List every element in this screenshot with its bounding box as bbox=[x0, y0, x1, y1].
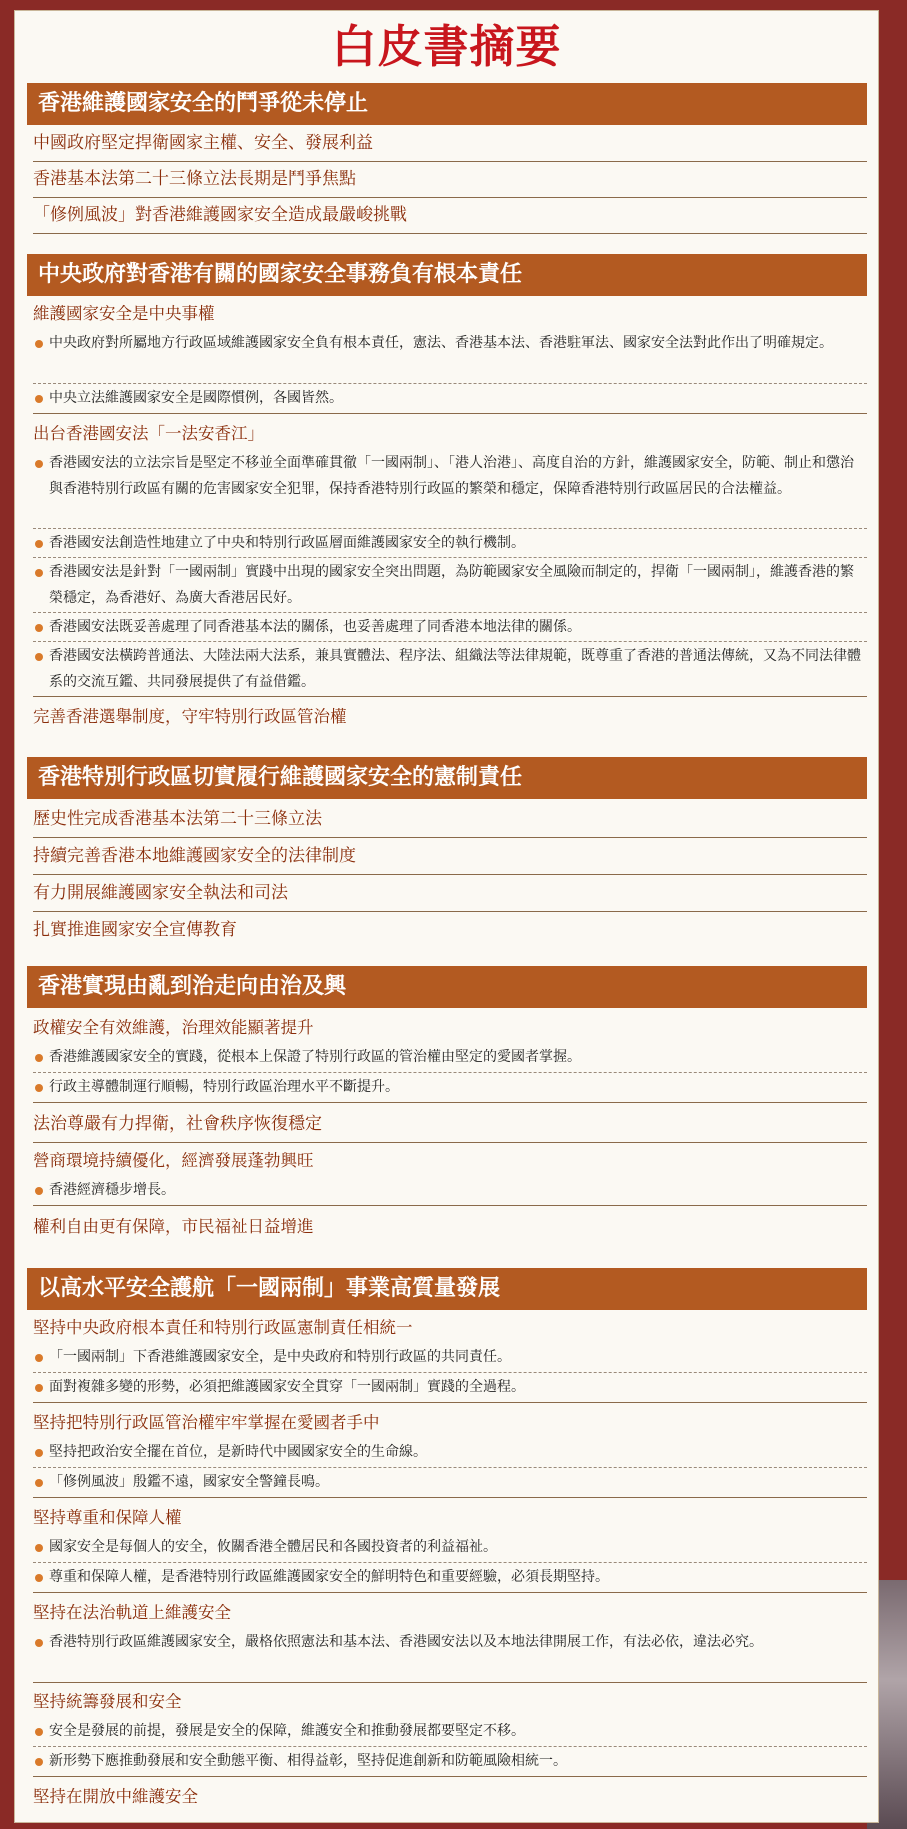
section-3-item-4: 扎實推進國家安全宣傳教育 bbox=[33, 920, 237, 940]
subheading: 出台香港國安法「一法安香江」 bbox=[33, 424, 264, 443]
subheading: 法治尊嚴有力捍衛，社會秩序恢復穩定 bbox=[33, 1106, 867, 1143]
subheading: 營商環境持續優化，經濟發展蓬勃興旺 bbox=[33, 1151, 314, 1170]
bullet-item: 香港國安法橫跨普通法、大陸法兩大法系，兼具實體法、程序法、組織法等法律規範，既尊重了香港的普通法傳統，又為不同法律體系的交流互鑑、共同發展提供了有益借鑑。 bbox=[33, 643, 867, 697]
section-3-item-3: 有力開展維護國家安全執法和司法 bbox=[33, 875, 867, 912]
bullet-item: 中央政府對所屬地方行政區域維護國家安全負有根本責任，憲法、香港基本法、香港駐軍法、國家安全法對此作出了明確規定。 bbox=[33, 330, 867, 384]
bullet-item: 香港國安法創造性地建立了中央和特別行政區層面維護國家安全的執行機制。 bbox=[33, 530, 867, 558]
section-1-item-2: 香港基本法第二十三條立法長期是鬥爭焦點 bbox=[33, 161, 867, 198]
subheading: 堅持尊重和保障人權 bbox=[33, 1508, 182, 1527]
page-title: 白皮書摘要 bbox=[331, 20, 562, 73]
bullet-item: 香港經濟穩步增長。 bbox=[33, 1177, 867, 1206]
bullet-dot-icon bbox=[35, 569, 43, 577]
subheading: 堅持在法治軌道上維護安全 bbox=[33, 1603, 231, 1622]
subheading: 堅持統籌發展和安全 bbox=[33, 1692, 182, 1711]
bullet-dot-icon bbox=[35, 1574, 43, 1582]
bullet-dot-icon bbox=[35, 1728, 43, 1736]
section-title-2: 中央政府對香港有關的國家安全事務負有根本責任 bbox=[27, 254, 867, 296]
bullet-item: 安全是發展的前提，發展是安全的保障，維護安全和推動發展都要堅定不移。 bbox=[33, 1718, 867, 1747]
bullet-item: 「一國兩制」下香港維護國家安全，是中央政府和特別行政區的共同責任。 bbox=[33, 1344, 867, 1373]
subheading: 堅持在開放中維護安全 bbox=[33, 1787, 198, 1806]
bullet-dot-icon bbox=[35, 624, 43, 632]
subheading: 堅持把特別行政區管治權牢牢掌握在愛國者手中 bbox=[33, 1413, 380, 1432]
bullet-dot-icon bbox=[35, 1354, 43, 1362]
summary-panel bbox=[14, 10, 879, 1823]
bullet-item: 香港特別行政區維護國家安全，嚴格依照憲法和基本法、香港國安法以及本地法律開展工作，有法必依，違法必究。 bbox=[33, 1629, 867, 1683]
bullet-dot-icon bbox=[35, 1449, 43, 1457]
subheading: 維護國家安全是中央事權 bbox=[33, 304, 215, 323]
section-1-item-3: 「修例風波」對香港維護國家安全造成最嚴峻挑戰 bbox=[33, 197, 867, 234]
bullet-dot-icon bbox=[35, 1187, 43, 1195]
bullet-dot-icon bbox=[35, 1639, 43, 1647]
bullet-item: 行政主導體制運行順暢，特別行政區治理水平不斷提升。 bbox=[33, 1074, 867, 1103]
bullet-dot-icon bbox=[35, 1084, 43, 1092]
bullet-dot-icon bbox=[35, 1384, 43, 1392]
bullet-dot-icon bbox=[35, 653, 43, 661]
bullet-dot-icon bbox=[35, 460, 43, 468]
bullet-dot-icon bbox=[35, 395, 43, 403]
section-title-1: 香港維護國家安全的鬥爭從未停止 bbox=[27, 83, 867, 125]
bullet-item: 香港國安法的立法宗旨是堅定不移並全面準確貫徹「一國兩制」、「港人治港」、高度自治的方針，維護國家安全，防範、制止和懲治與香港特別行政區有關的危害國家安全犯罪，保持香港特別行政區的繁榮和穩定，保障香港特別行政區居民的合法權益。 bbox=[33, 450, 867, 529]
subheading: 堅持中央政府根本責任和特別行政區憲制責任相統一 bbox=[33, 1318, 413, 1337]
bullet-dot-icon bbox=[35, 1758, 43, 1766]
bullet-dot-icon bbox=[35, 1054, 43, 1062]
section-3-item-1: 歷史性完成香港基本法第二十三條立法 bbox=[33, 801, 867, 838]
bullet-item: 堅持把政治安全擺在首位，是新時代中國國家安全的生命線。 bbox=[33, 1439, 867, 1468]
subheading: 完善香港選舉制度，守牢特別行政區管治權 bbox=[33, 707, 347, 726]
bullet-item: 尊重和保障人權，是香港特別行政區維護國家安全的鮮明特色和重要經驗，必須長期堅持。 bbox=[33, 1564, 867, 1593]
bullet-item: 中央立法維護國家安全是國際慣例，各國皆然。 bbox=[33, 385, 867, 414]
subheading: 政權安全有效維護，治理效能顯著提升 bbox=[33, 1018, 314, 1037]
bullet-item: 「修例風波」殷鑑不遠，國家安全警鐘長鳴。 bbox=[33, 1469, 867, 1498]
section-1-item-1: 中國政府堅定捍衛國家主權、安全、發展利益 bbox=[33, 125, 867, 162]
bullet-item: 香港國安法是針對「一國兩制」實踐中出現的國家安全突出問題，為防範國家安全風險而制定的，捍衛「一國兩制」，維護香港的繁榮穩定，為香港好、為廣大香港居民好。 bbox=[33, 559, 867, 613]
section-3-item-2: 持續完善香港本地維護國家安全的法律制度 bbox=[33, 838, 867, 875]
bullet-item: 香港維護國家安全的實踐，從根本上保證了特別行政區的管治權由堅定的愛國者掌握。 bbox=[33, 1044, 867, 1073]
subheading: 權利自由更有保障，市民福祉日益增進 bbox=[33, 1217, 314, 1236]
bullet-item: 新形勢下應推動發展和安全動態平衡、相得益彰，堅持促進創新和防範風險相統一。 bbox=[33, 1748, 867, 1777]
bullet-item: 香港國安法既妥善處理了同香港基本法的關係，也妥善處理了同香港本地法律的關係。 bbox=[33, 614, 867, 642]
bullet-dot-icon bbox=[35, 1544, 43, 1552]
section-title-4: 香港實現由亂到治走向由治及興 bbox=[27, 966, 867, 1008]
section-title-3: 香港特別行政區切實履行維護國家安全的憲制責任 bbox=[27, 757, 867, 799]
section-title-5: 以高水平安全護航「一國兩制」事業高質量發展 bbox=[27, 1268, 867, 1310]
bullet-dot-icon bbox=[35, 540, 43, 548]
bullet-item: 國家安全是每個人的安全，攸關香港全體居民和各國投資者的利益福祉。 bbox=[33, 1534, 867, 1563]
bullet-item: 面對複雜多變的形勢，必須把維護國家安全貫穿「一國兩制」實踐的全過程。 bbox=[33, 1374, 867, 1403]
bullet-dot-icon bbox=[35, 340, 43, 348]
bullet-dot-icon bbox=[35, 1479, 43, 1487]
